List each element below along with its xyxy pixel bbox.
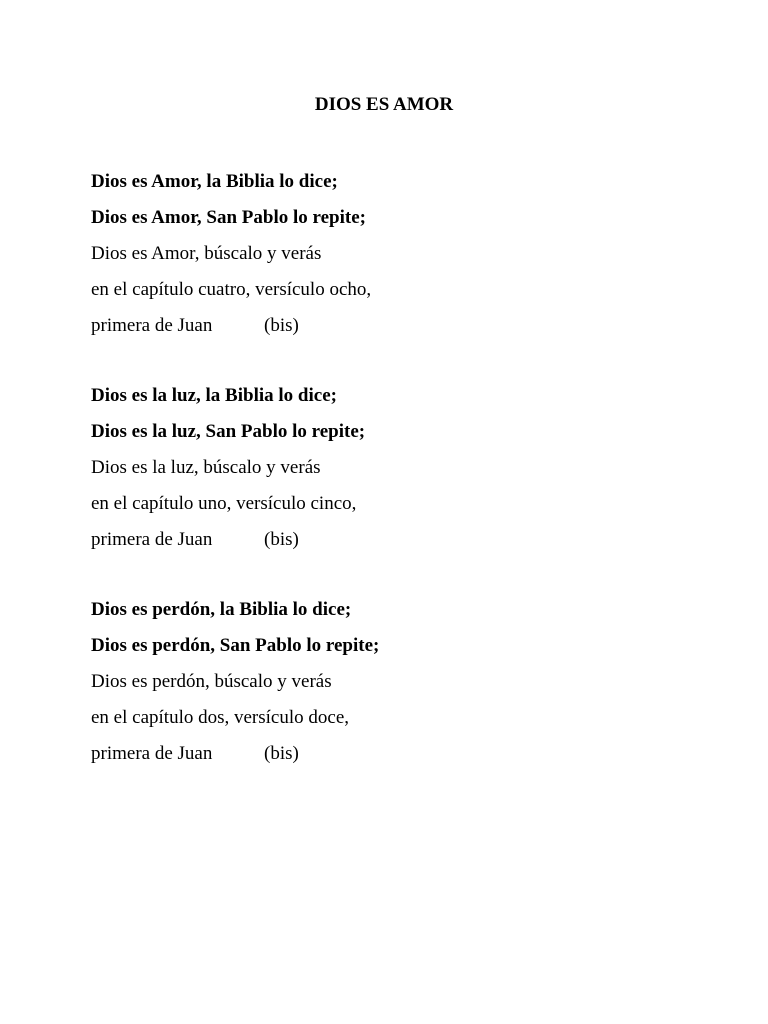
stanza-line: Dios es la luz, la Biblia lo dice; xyxy=(91,385,337,406)
stanza-closing-line xyxy=(91,308,711,344)
stanza-line: Dios es perdón, la Biblia lo dice; xyxy=(91,599,352,620)
stanza-3 xyxy=(91,592,711,772)
document-title: DIOS ES AMOR xyxy=(314,94,454,115)
repeat-marker: (bis) xyxy=(264,529,299,550)
stanza-line: Dios es Amor, San Pablo lo repite; xyxy=(91,207,366,228)
stanza-line: Dios es la luz, San Pablo lo repite; xyxy=(91,421,366,442)
stanza-line: en el capítulo cuatro, versículo ocho, xyxy=(91,279,372,300)
stanza-1 xyxy=(91,164,711,344)
stanza-line: Dios es Amor, búscalo y verás xyxy=(91,243,322,264)
closing-text: primera de Juan xyxy=(91,315,213,336)
closing-text: primera de Juan xyxy=(91,743,213,764)
stanza-closing-line xyxy=(91,736,711,772)
stanza-line: en el capítulo uno, versículo cinco, xyxy=(91,493,357,514)
repeat-marker: (bis) xyxy=(264,743,299,764)
stanza-line: Dios es Amor, la Biblia lo dice; xyxy=(91,171,338,192)
stanza-line: Dios es perdón, San Pablo lo repite; xyxy=(91,635,380,656)
closing-text: primera de Juan xyxy=(91,529,213,550)
stanza-line: Dios es perdón, búscalo y verás xyxy=(91,671,332,692)
stanza-2 xyxy=(91,378,711,558)
repeat-marker: (bis) xyxy=(264,315,299,336)
stanza-line: Dios es la luz, búscalo y verás xyxy=(91,457,321,478)
stanza-closing-line xyxy=(91,522,711,558)
stanza-line: en el capítulo dos, versículo doce, xyxy=(91,707,350,728)
